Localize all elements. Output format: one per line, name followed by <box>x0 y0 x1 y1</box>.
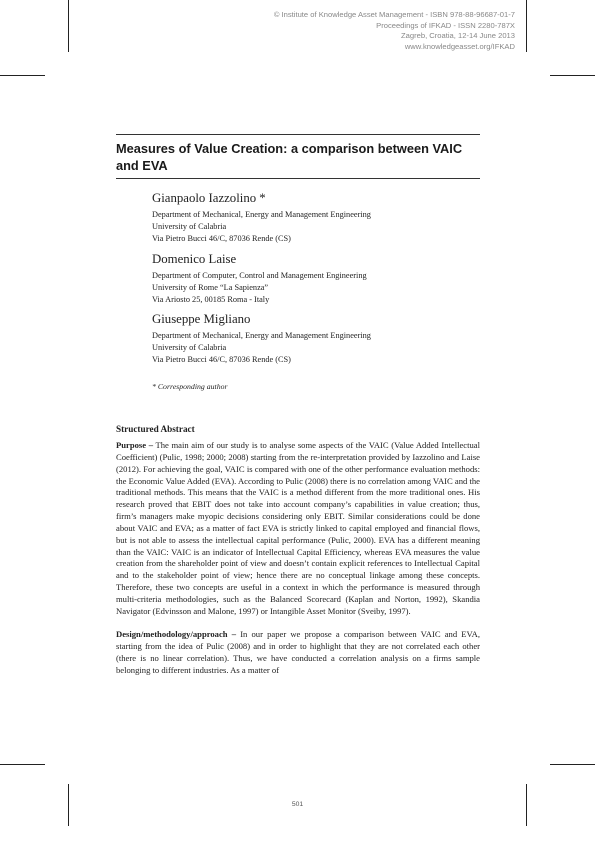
header-location-date: Zagreb, Croatia, 12-14 June 2013 <box>401 31 515 41</box>
corresponding-author-note: * Corresponding author <box>152 382 228 391</box>
crop-mark-top-left-h <box>0 75 45 76</box>
author-university: University of Rome “La Sapienza” <box>152 283 269 292</box>
header-copyright: © Institute of Knowledge Asset Management - ISBN 978-88-96687-01-7 <box>273 10 515 19</box>
author-address: Via Pietro Bucci 46/C, 87036 Rende (CS) <box>152 234 291 243</box>
author-address: Via Ariosto 25, 00185 Roma - Italy <box>152 295 270 304</box>
author-university: University of Calabria <box>152 343 227 352</box>
design-text: In our paper we propose a comparison between VAIC and EVA, starting from the idea of Pulic (2008) and in order to highlight that they are not correlated each other (there is no linear correlation). Thus, we have conducted a correlation analysis on a firms sample belonging to different industries. As a matter of <box>116 629 480 675</box>
author-address: Via Pietro Bucci 46/C, 87036 Rende (CS) <box>152 355 291 364</box>
purpose-text: The main aim of our study is to analyse some aspects of the VAIC (Value Added Intellectual Coefficient) (Pulic, 1998; 2000; 2008) starting from the re-interpretation provided by Iazzolino and Laise (2012). For achieving the goal, VAIC is compared with one of the other performance evaluation methods: the Economic Value Added (EVA). According to Pulic (2008) there is no correlation among VAIC and the traditional methods. This means that the VAIC is a method different from the more traditional ones. His research proved that EBIT does not take into account company’s capabilities in value creation; thus, firm’s managers make myopic decisions considering only EBIT. Similar considerations could be done about VAIC and EVA; as a matter of fact EVA is strictly linked to capital employed and financial flows, but is not able to assess the intellectual capital performance (Pulic, 2000). EVA has a different meaning than the VAIC: VAIC is an indicator of Intellectual Capital Efficiency, whereas EVA measures the value creation from the shareholder point of view and doesn’t contain explicit references to Intellectual Capital and to the stakeholder point of view; hence there are no conceptual linkage among these concepts. Therefore, these two concepts are useful in a context in which the performance is measured through multi-criteria methodologies, such as the Balanced Scorecard (Kaplan and Norton, 1992), Skandia Navigator (Edvinsson and Malone, 1997) or Intangible Asset Monitor (Sveiby, 1997). <box>116 440 480 616</box>
author-department: Department of Mechanical, Energy and Management Engineering <box>152 210 371 219</box>
crop-mark-top-left-v <box>68 0 69 52</box>
crop-mark-top-right-h <box>550 75 595 76</box>
crop-mark-top-right-v <box>526 0 527 52</box>
author-name: Giuseppe Migliano <box>152 312 251 326</box>
header-issn: Proceedings of IFKAD - ISSN 2280-787X <box>376 20 515 30</box>
author-name: Gianpaolo Iazzolino * <box>152 191 266 205</box>
title-bottom-rule <box>116 178 480 179</box>
author-block-1 <box>152 191 482 245</box>
page-number: 501 <box>291 801 304 808</box>
paper-title: Measures of Value Creation: a comparison between VAIC and EVA <box>116 141 463 173</box>
crop-mark-bottom-left-h <box>0 764 45 765</box>
purpose-paragraph <box>116 440 480 618</box>
title-top-rule <box>116 134 480 135</box>
proceedings-header <box>274 10 515 52</box>
abstract-heading: Structured Abstract <box>116 424 195 434</box>
header-website: www.knowledgeasset.org/IFKAD <box>404 41 515 51</box>
author-university: University of Calabria <box>152 222 227 231</box>
design-label: Design/methodology/approach – <box>116 629 237 639</box>
author-department: Department of Computer, Control and Management Engineering <box>152 271 367 280</box>
author-name: Domenico Laise <box>152 252 237 266</box>
design-paragraph <box>116 629 480 676</box>
author-block-2 <box>152 252 482 306</box>
crop-mark-bottom-right-h <box>550 764 595 765</box>
purpose-label: Purpose – <box>116 440 153 450</box>
author-block-3 <box>152 312 482 366</box>
author-department: Department of Mechanical, Energy and Management Engineering <box>152 331 371 340</box>
